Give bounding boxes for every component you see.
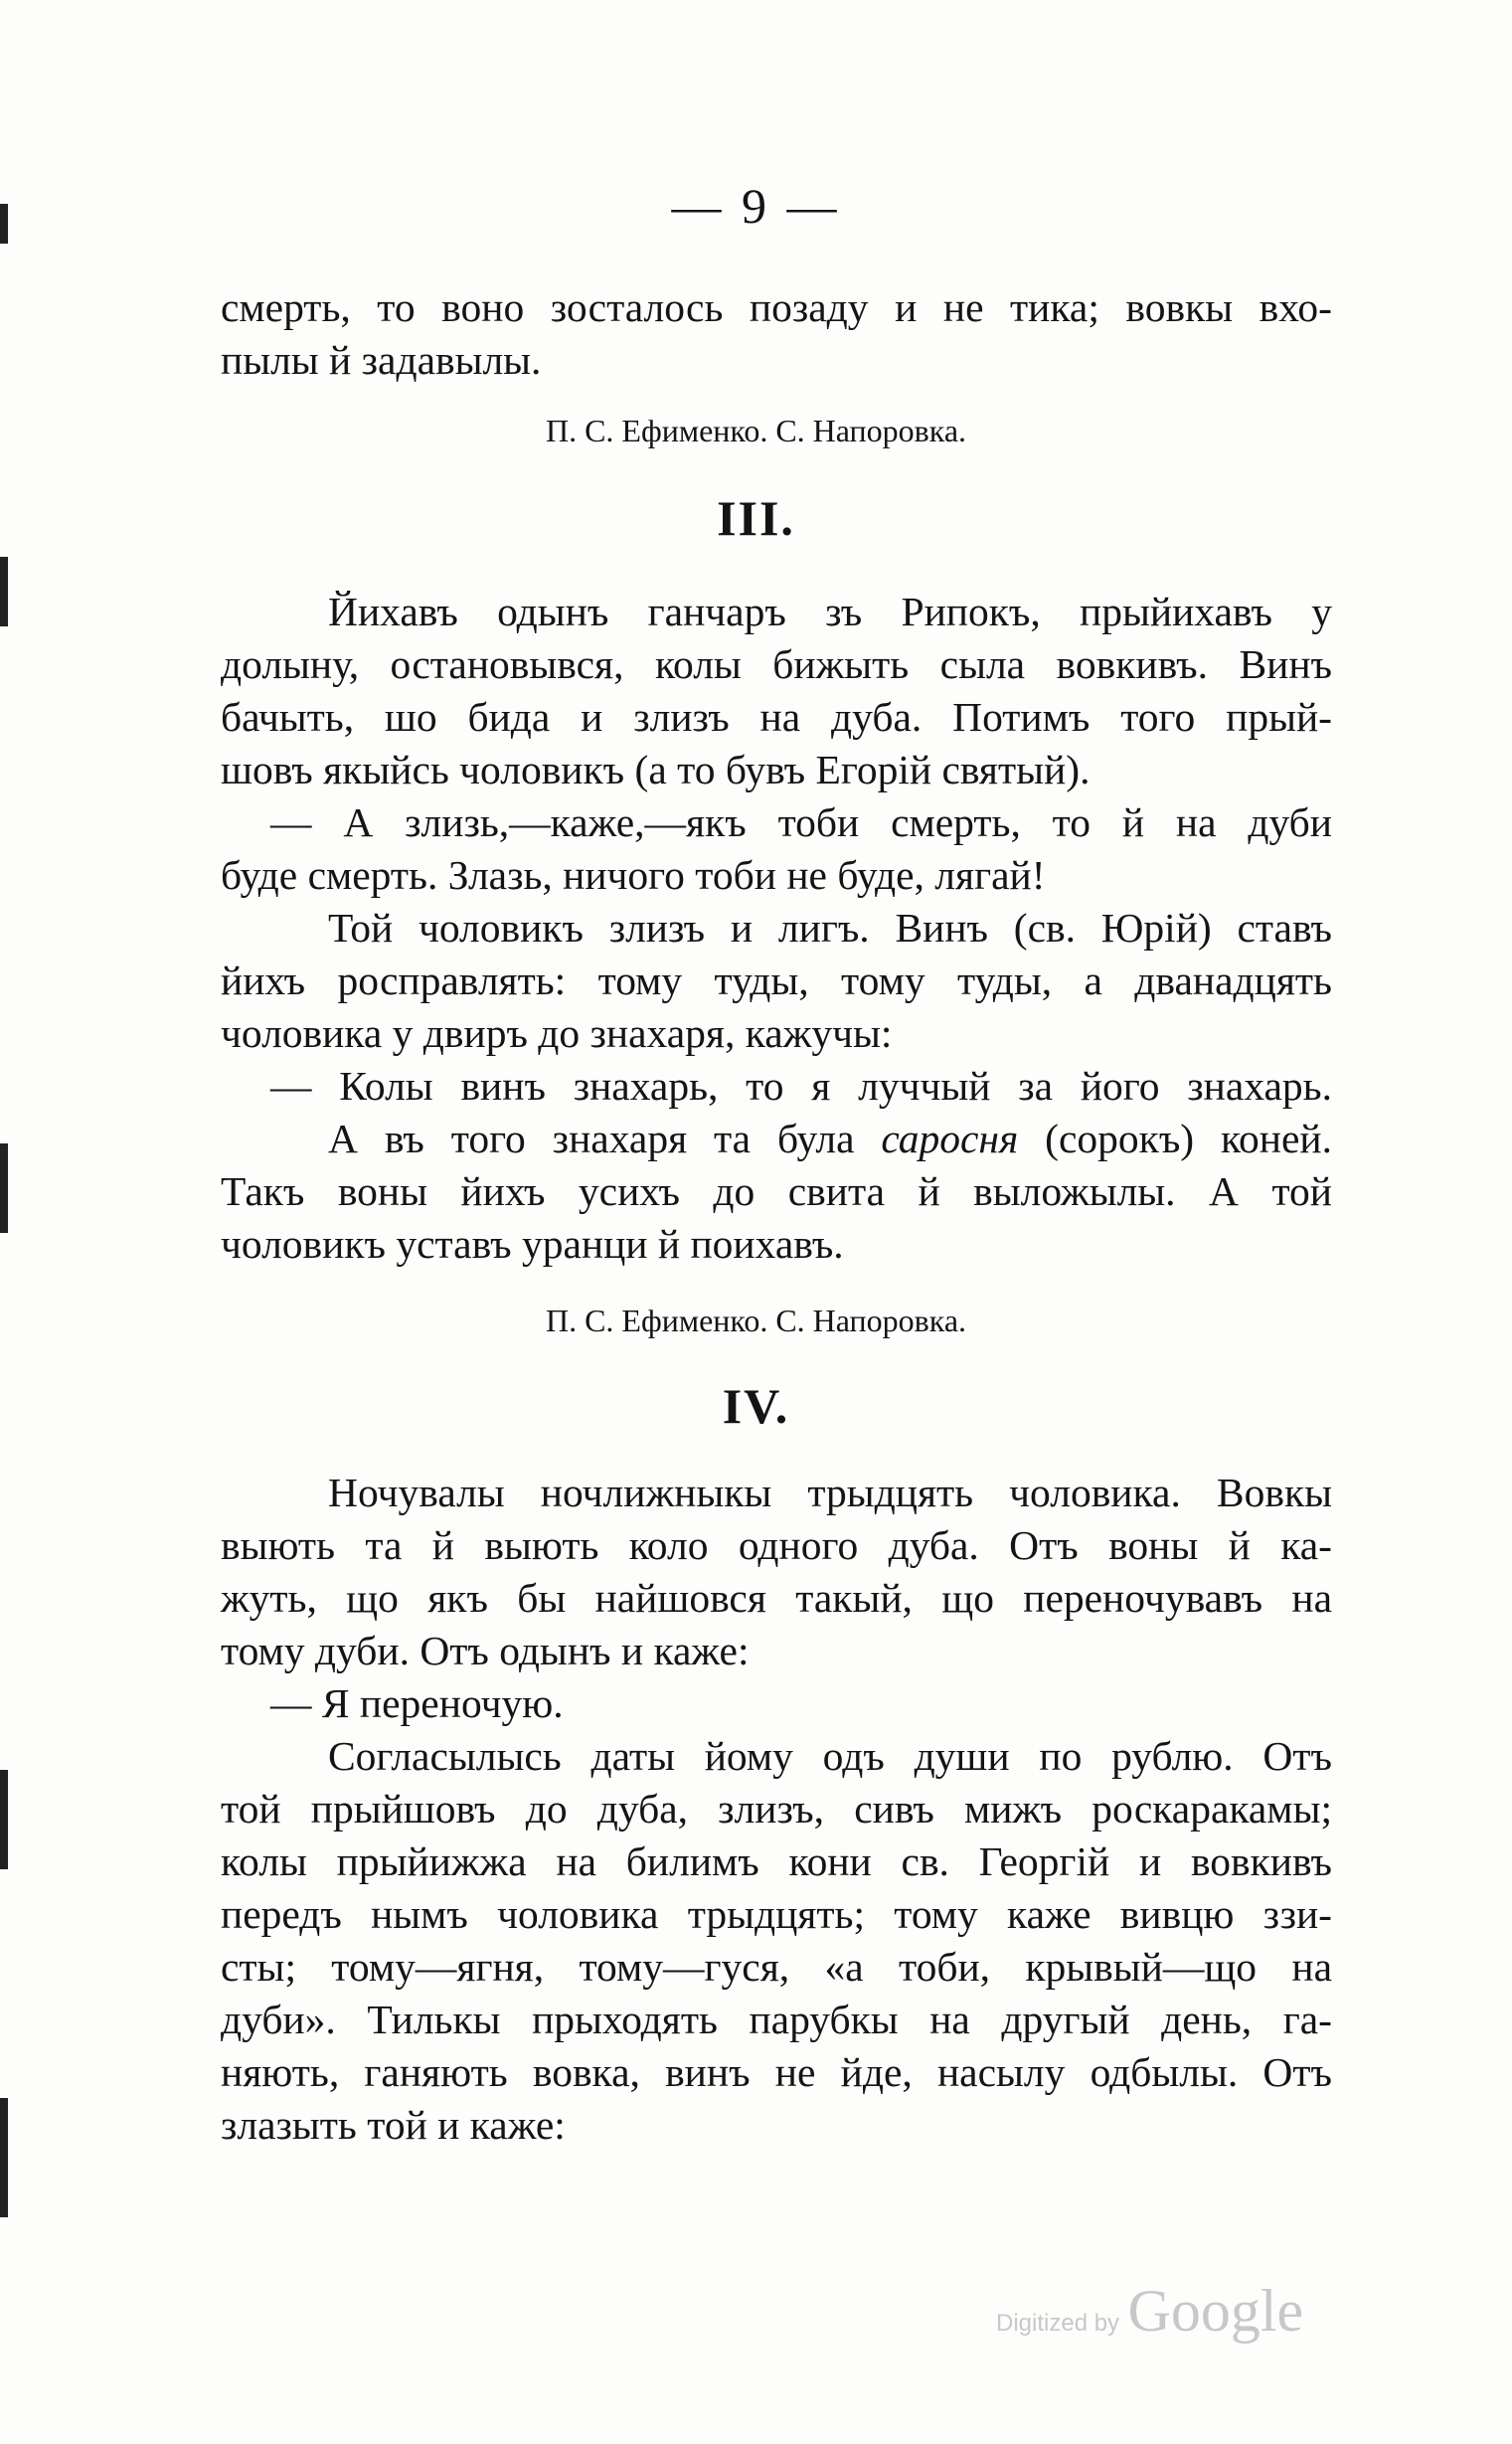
text-line [221,1113,1332,1165]
text-line: той прыйшовъ до дуба, злизъ, сивъ мижъ роскаракамы; [221,1786,1332,1832]
section-4-heading: IV. [722,1378,790,1434]
text-line: передъ нымъ чоловика трыдцять; тому каже вивцю ззи- [221,1891,1332,1937]
text-line: дуби». Тилькы прыходять парубкы на другый день, га- [221,1997,1332,2042]
digitized-by-google-watermark [996,2277,1303,2346]
section-4-text [221,1467,1332,2152]
text-segment: А въ того знахаря та була [328,1116,882,1161]
text-line: Ночувалы ночлижныкы трыдцять чоловика. Вовкы [328,1470,1332,1515]
text-line: тому дуби. Отъ одынъ и каже: [221,1628,750,1673]
google-logo: Google [1127,2278,1304,2344]
text-line: бачыть, шо бида и злизъ на дуба. Потимъ того прый- [221,694,1332,740]
text-line: пылы й задавылы. [221,337,542,383]
opening-paragraph [221,281,1332,387]
italic-word: саросня [881,1116,1019,1161]
section-3-text [221,586,1332,1271]
text-line: Согласылысь даты йому одъ души по рублю. Отъ [328,1733,1332,1779]
watermark-prefix: Digitized by [996,2310,1120,2337]
scan-edge-mark [0,1770,8,1869]
text-line: няють, ганяють вовка, винъ не йде, насылу одбылы. Отъ [221,2049,1332,2095]
text-line: чоловика у двиръ до знахаря, кажучы: [221,1010,893,1056]
text-line: йихъ росправлять: тому туды, тому туды, а дванадцять [221,958,1332,1003]
text-line: выють та й выють коло одного дуба. Отъ воны й ка- [221,1522,1332,1568]
scan-edge-mark [0,1143,8,1233]
text-line: смерть, то воно зосталось позаду и не тика; вовкы вхо- [221,284,1332,330]
text-line: колы прыйижжа на билимъ кони св. Георгій и вовкивъ [221,1838,1332,1884]
signature-2: П. С. Ефименко. С. Напоровка. [545,1303,967,1338]
text-line: Йихавъ одынъ ганчаръ зъ Рипокъ, прыйихавъ у [328,589,1332,634]
text-line: сты; тому—ягня, тому—гуся, «а тоби, крывый—що на [221,1944,1332,1990]
text-line: чоловикъ уставъ уранци й поихавъ. [221,1221,844,1267]
text-line: Той чоловикъ злизъ и лигъ. Винъ (св. Юрій) ставъ [328,905,1332,951]
signature-1: П. С. Ефименко. С. Напоровка. [545,413,967,448]
text-line: долыну, остановывся, колы бижыть сыла вовкивъ. Винъ [221,641,1332,687]
page-number: — 9 — [671,178,841,234]
text-line: шовъ якыйсь чоловикъ (а то бувъ Егорій святый). [221,747,1091,792]
text-line: — Колы винъ знахарь, то я луччый за його знахарь. [270,1063,1332,1109]
text-line: злазыть той и каже: [221,2102,566,2148]
scan-edge-mark [0,557,8,626]
text-line: — А злизь,—каже,—якъ тоби смерть, то й на дуби [270,799,1332,845]
text-segment: (сорокъ) коней. [1018,1116,1332,1161]
section-3-heading: III. [717,490,795,546]
text-line: — Я переночую. [270,1680,564,1726]
text-line: Такъ воны йихъ усихъ до свита й выложылы. А той [221,1168,1332,1214]
text-line: жуть, що якъ бы найшовся такый, що переночувавъ на [221,1575,1332,1621]
scan-edge-mark [0,2098,8,2217]
text-line: буде смерть. Злазь, ничого тоби не буде, лягай! [221,852,1046,898]
